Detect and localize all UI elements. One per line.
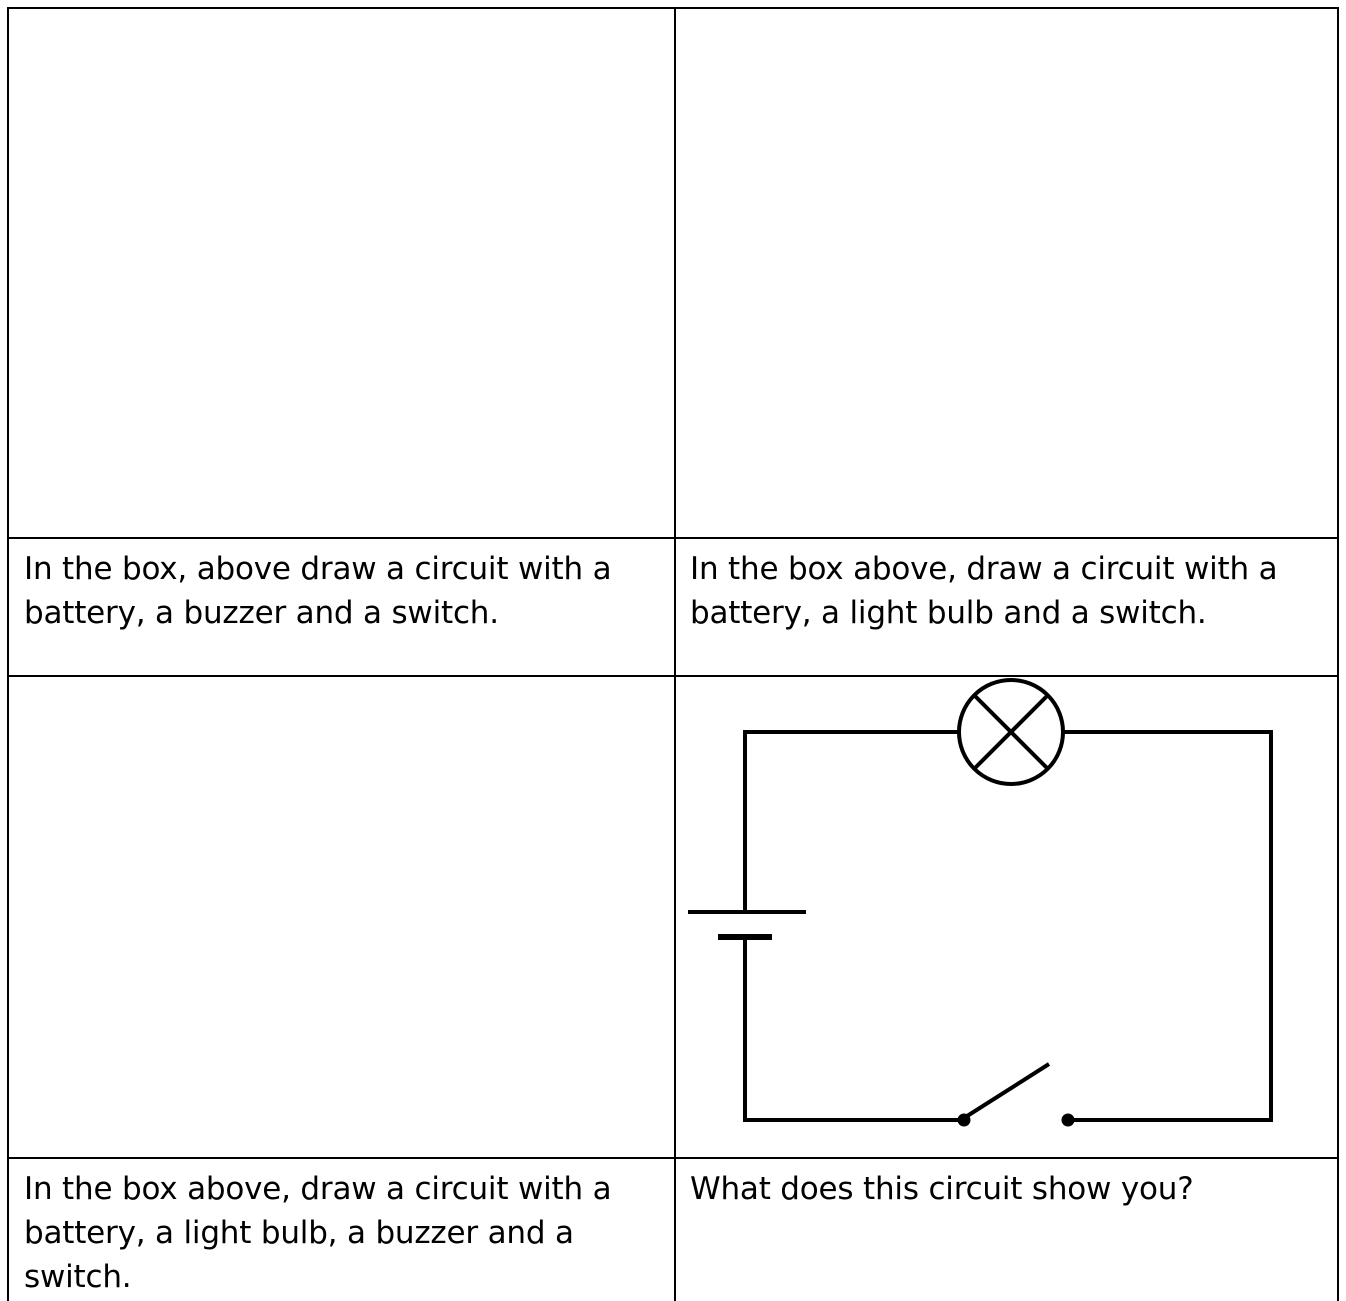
drawing-area-bulb-circuit[interactable] (676, 9, 1337, 537)
cell-symbol (688, 912, 806, 937)
prompt-bulb-circuit: In the box above, draw a circuit with a battery, a light bulb and a switch. (690, 551, 1278, 631)
prompt-full-circuit: In the box above, draw a circuit with a battery, a light bulb, a buzzer and a switch. (24, 1171, 612, 1295)
drawing-area-full-circuit[interactable] (9, 677, 674, 1157)
bulb-symbol (959, 680, 1063, 784)
circuit-wire-left-lower (745, 937, 964, 1120)
circuit-diagram (676, 677, 1344, 1158)
open-switch-symbol (958, 1064, 1074, 1126)
table-divider-row-1 (7, 537, 1339, 539)
prompt-buzzer-circuit: In the box, above draw a circuit with a battery, a buzzer and a switch. (24, 551, 612, 631)
prompt-circuit-question: What does this circuit show you? (690, 1171, 1194, 1207)
drawing-area-buzzer-circuit[interactable] (9, 9, 674, 537)
circuit-wire-top-right (1063, 732, 1271, 1120)
